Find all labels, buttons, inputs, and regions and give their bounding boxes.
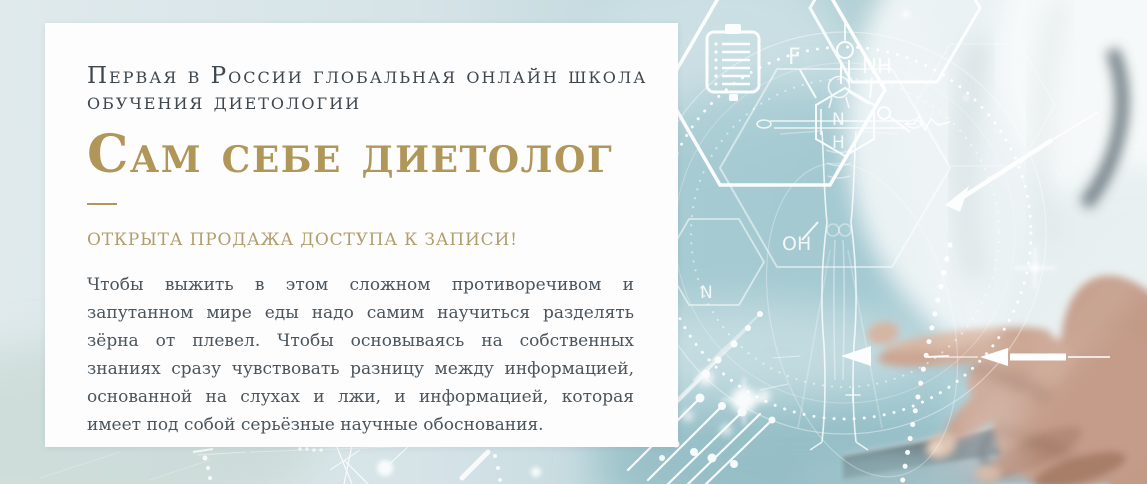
- molecule-label-n: N: [832, 110, 845, 130]
- molecule-label-ring-n: N: [700, 283, 713, 303]
- molecule-label-nh: NH: [862, 54, 892, 78]
- offer-heading: ОТКРЫТА ПРОДАЖА ДОСТУПА К ЗАПИСИ!: [87, 230, 518, 251]
- eyebrow-heading: [87, 63, 648, 115]
- molecule-label-oh: OH: [782, 233, 812, 255]
- eyebrow-line-1: Первая в России глобальная онлайн школа: [87, 63, 648, 89]
- description-paragraph: Чтобы выжить в этом сложном противоречивом и запутанном мире еды надо самим научиться разделять зёрна от плевел. Чтобы основываясь на собственных знаниях сразу чувствовать разницу между информацией, основанной на слухах и лжи, и информацией, которая имеет под собой серьёзные научные обоснования.: [87, 275, 634, 436]
- eyebrow-line-2: обучения диетологии: [87, 89, 362, 115]
- page-title: Сам себе диетолог: [87, 124, 614, 185]
- gold-divider: [87, 203, 117, 205]
- molecule-label-h: H: [832, 133, 845, 153]
- molecule-label-f: F: [788, 45, 801, 70]
- hero-card: [45, 23, 678, 447]
